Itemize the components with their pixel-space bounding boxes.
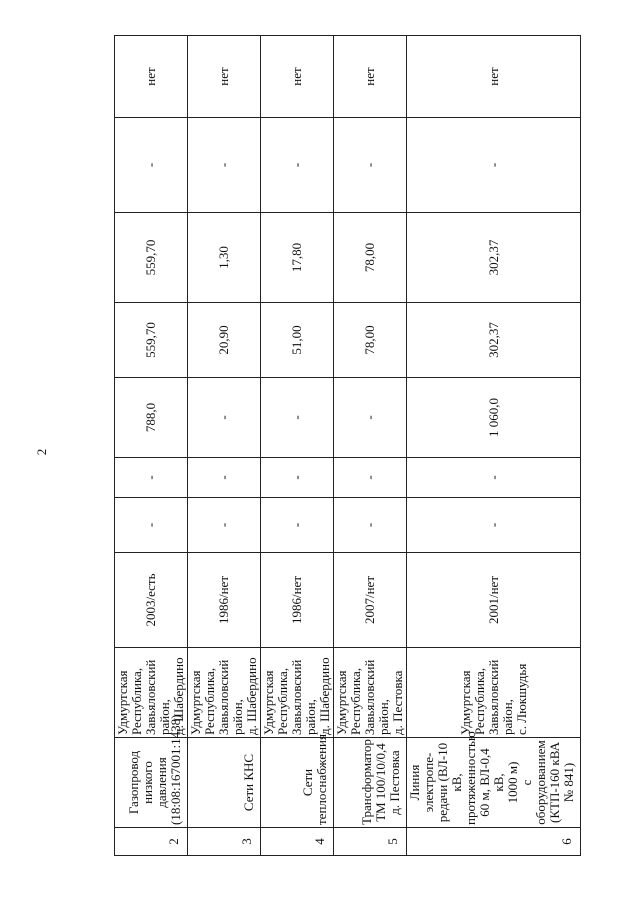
cell-col7: - [334, 378, 407, 458]
cell-encumbrance: нет [115, 36, 188, 118]
cell-encumbrance: нет [188, 36, 261, 118]
cell-residual-value: 559,70 [115, 213, 188, 303]
cell-col10: - [115, 118, 188, 213]
cell-book-value: 51,00 [261, 303, 334, 378]
cell-address: Удмуртская Республика, Завьяловский район, д. Шабердино [188, 648, 261, 738]
cell-residual-value: 17,80 [261, 213, 334, 303]
cell-col5: - [188, 498, 261, 553]
cell-object-name: Сети теплоснабжения [261, 738, 334, 828]
page-number: 2 [34, 448, 49, 456]
cell-book-value: 20,90 [188, 303, 261, 378]
rotated-table-wrapper [114, 36, 576, 856]
cell-residual-value: 1,30 [188, 213, 261, 303]
cell-book-value: 78,00 [334, 303, 407, 378]
cell-year-registration: 2003/есть [115, 553, 188, 648]
assets-table [114, 35, 581, 856]
cell-object-name: Трансформатор ТМ 100/10/0,4 д. Пестовка [334, 738, 407, 828]
cell-col10: - [261, 118, 334, 213]
cell-year-registration: 2007/нет [334, 553, 407, 648]
cell-col6: - [115, 458, 188, 498]
cell-year-registration: 1986/нет [261, 553, 334, 648]
table-row [261, 36, 334, 856]
cell-book-value: 302,37 [407, 303, 581, 378]
cell-address: Удмуртская Республика, Завьяловский район, с. Люкшудья [407, 648, 581, 738]
cell-number: 6 [407, 828, 581, 856]
cell-object-name: Сети КНС [188, 738, 261, 828]
cell-col6: - [261, 458, 334, 498]
cell-year-registration: 1986/нет [188, 553, 261, 648]
cell-encumbrance: нет [334, 36, 407, 118]
cell-address: Удмуртская Республика, Завьяловский район, д. Шабердино [115, 648, 188, 738]
cell-col5: - [261, 498, 334, 553]
cell-col7: 788,0 [115, 378, 188, 458]
cell-col5: - [334, 498, 407, 553]
cell-col6: - [188, 458, 261, 498]
cell-encumbrance: нет [261, 36, 334, 118]
cell-address: Удмуртская Республика, Завьяловский район, д. Пестовка [334, 648, 407, 738]
cell-address: Удмуртская Республика, Завьяловский район, д. Шабердино [261, 648, 334, 738]
cell-number: 5 [334, 828, 407, 856]
table-row [115, 36, 188, 856]
cell-number: 3 [188, 828, 261, 856]
cell-col10: - [407, 118, 581, 213]
cell-year-registration: 2001/нет [407, 553, 581, 648]
cell-col6: - [407, 458, 581, 498]
cell-book-value: 559,70 [115, 303, 188, 378]
cell-col7: 1 060,0 [407, 378, 581, 458]
table-row [188, 36, 261, 856]
cell-number: 4 [261, 828, 334, 856]
table-body [115, 36, 581, 856]
cell-col5: - [115, 498, 188, 553]
cell-object-name: Газопровод низкого давления (18:08:167001:1438) [115, 738, 188, 828]
cell-col7: - [261, 378, 334, 458]
cell-col6: - [334, 458, 407, 498]
table-row [407, 36, 581, 856]
cell-number: 2 [115, 828, 188, 856]
cell-col10: - [188, 118, 261, 213]
cell-col7: - [188, 378, 261, 458]
cell-object-name: Линия электропе- редачи (ВЛ-10 кВ, протяженностью 60 м, ВЛ-0,4 кВ, 1000 м) с оборудованием (КТП-160 кВА № 841) [407, 738, 581, 828]
cell-col10: - [334, 118, 407, 213]
table-row [334, 36, 407, 856]
cell-encumbrance: нет [407, 36, 581, 118]
cell-col5: - [407, 498, 581, 553]
cell-residual-value: 78,00 [334, 213, 407, 303]
cell-residual-value: 302,37 [407, 213, 581, 303]
